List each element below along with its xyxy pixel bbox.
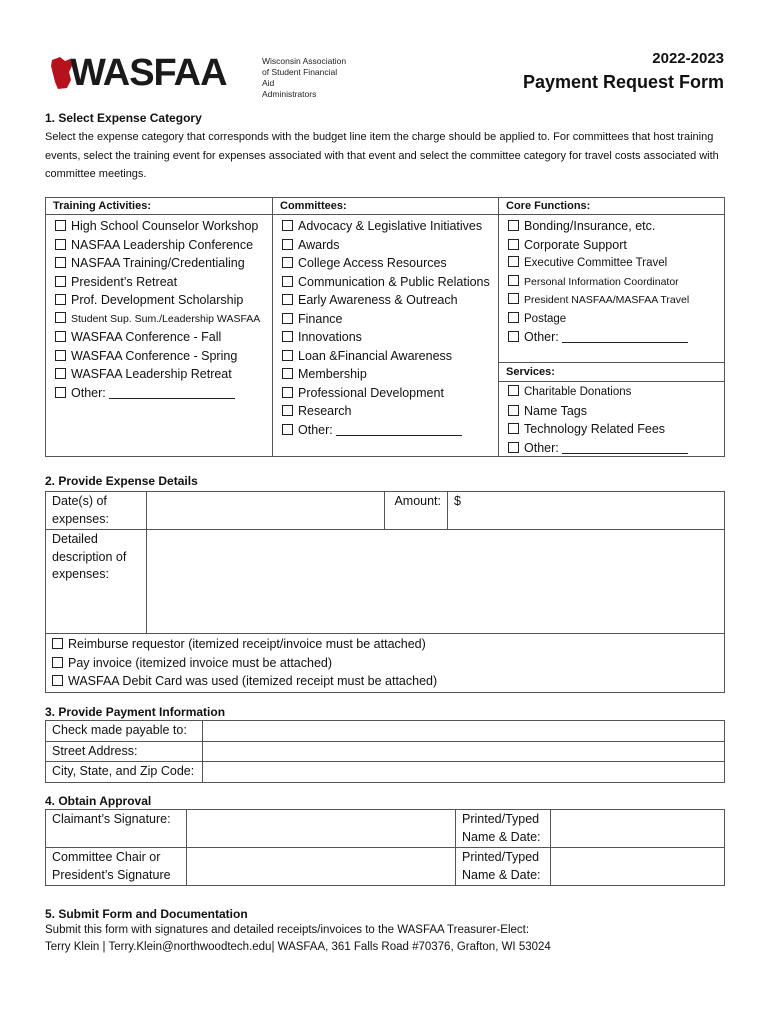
checkbox-item[interactable]: Student Sup. Sum./Leadership WASFAA	[55, 310, 272, 329]
services-header: Services:	[499, 362, 724, 382]
form-title: Payment Request Form	[522, 72, 724, 92]
amount-label: Amount:	[385, 492, 448, 530]
claimant-signature-input[interactable]	[187, 810, 456, 848]
checkbox-item[interactable]: College Access Resources	[282, 254, 498, 273]
checkbox-other[interactable]: Other:	[508, 439, 688, 458]
committees-column	[273, 198, 499, 456]
checkbox-item[interactable]: Finance	[282, 310, 498, 329]
checkbox-item[interactable]: WASFAA Conference - Spring	[55, 347, 272, 366]
checkbox-item[interactable]: Bonding/Insurance, etc.	[508, 217, 724, 236]
checkbox-item[interactable]: Membership	[282, 365, 498, 384]
checkbox-item[interactable]: Technology Related Fees	[508, 420, 688, 439]
checkbox-item[interactable]: Pay invoice (itemized invoice must be attached)	[52, 654, 718, 673]
section3-heading: 3. Provide Payment Information	[45, 705, 226, 719]
expense-details-table	[45, 491, 725, 693]
dates-label: Date(s) of expenses:	[46, 492, 147, 530]
claimant-printed-label: Printed/Typed Name & Date:	[456, 810, 551, 848]
section1-heading: 1. Select Expense Category	[45, 111, 202, 125]
payment-info-table	[45, 720, 725, 783]
section5-heading: 5. Submit Form and Documentation	[45, 907, 248, 921]
checkbox-item[interactable]: NASFAA Leadership Conference	[55, 236, 272, 255]
city-state-zip-input[interactable]	[203, 762, 725, 783]
section2-heading: 2. Provide Expense Details	[45, 474, 198, 488]
checkbox-item[interactable]: Prof. Development Scholarship	[55, 291, 272, 310]
claimant-signature-label: Claimant’s Signature:	[46, 810, 187, 848]
checkbox-item[interactable]: High School Counselor Workshop	[55, 217, 272, 236]
core-functions-header: Core Functions:	[499, 198, 724, 215]
checkbox-item[interactable]: Awards	[282, 236, 498, 255]
section4-heading: 4. Obtain Approval	[45, 794, 152, 808]
checkbox-item[interactable]: Personal Information Coordinator	[508, 273, 724, 292]
checkbox-item[interactable]: Charitable Donations	[508, 383, 688, 402]
checkbox-other[interactable]: Other:	[282, 421, 498, 440]
checkbox-item[interactable]: Research	[282, 402, 498, 421]
checkbox-item[interactable]: President’s Retreat	[55, 273, 272, 292]
expense-category-table	[45, 197, 725, 457]
checkbox-item[interactable]: Advocacy & Legislative Initiatives	[282, 217, 498, 236]
checkbox-item[interactable]: President NASFAA/MASFAA Travel	[508, 291, 724, 310]
checkbox-item[interactable]: Corporate Support	[508, 236, 724, 255]
checkbox-item[interactable]: Professional Development	[282, 384, 498, 403]
checkbox-item[interactable]: WASFAA Leadership Retreat	[55, 365, 272, 384]
amount-input[interactable]: $	[448, 492, 725, 530]
submit-instructions: Submit this form with signatures and detailed receipts/invoices to the WASFAA Treasurer-Elect:	[45, 924, 530, 936]
checkbox-other[interactable]: Other:	[55, 384, 272, 403]
checkbox-item[interactable]: Communication & Public Relations	[282, 273, 498, 292]
chair-printed-input[interactable]	[551, 848, 725, 886]
claimant-printed-input[interactable]	[551, 810, 725, 848]
street-address-label: Street Address:	[46, 741, 203, 762]
training-header: Training Activities:	[46, 198, 272, 215]
payment-options	[46, 634, 725, 693]
payable-to-input[interactable]	[203, 721, 725, 742]
training-activities-column	[46, 198, 273, 456]
checkbox-item[interactable]: Loan &Financial Awareness	[282, 347, 498, 366]
checkbox-item[interactable]: Reimburse requestor (itemized receipt/invoice must be attached)	[52, 635, 718, 654]
form-year: 2022-2023	[652, 50, 724, 67]
chair-signature-input[interactable]	[187, 848, 456, 886]
dates-input[interactable]	[147, 492, 385, 530]
wasfaa-logo	[50, 52, 350, 99]
committees-header: Committees:	[273, 198, 498, 215]
checkbox-item[interactable]: WASFAA Debit Card was used (itemized receipt must be attached)	[52, 672, 718, 691]
checkbox-item[interactable]: Executive Committee Travel	[508, 254, 724, 273]
section1-instructions: Select the expense category that corresponds with the budget line item the charge should be applied to. For committees that host training events, select the training event for expenses associated with that event and select the committee category for travel costs associated with committee meetings.	[45, 131, 719, 180]
checkbox-item[interactable]: Early Awareness & Outreach	[282, 291, 498, 310]
checkbox-item[interactable]: Name Tags	[508, 402, 688, 421]
street-address-input[interactable]	[203, 741, 725, 762]
checkbox-item[interactable]: WASFAA Conference - Fall	[55, 328, 272, 347]
logo-text: WASFAA	[70, 52, 227, 94]
approval-table	[45, 809, 725, 886]
core-functions-column	[499, 198, 724, 456]
description-input[interactable]	[147, 530, 725, 634]
checkbox-other[interactable]: Other:	[508, 328, 724, 347]
logo-subtitle: Wisconsin Association of Student Financial Aid Administrators	[262, 56, 347, 99]
description-label: Detailed description of expenses:	[46, 530, 147, 634]
payable-to-label: Check made payable to:	[46, 721, 203, 742]
chair-signature-label: Committee Chair or President’s Signature	[46, 848, 187, 886]
city-state-zip-label: City, State, and Zip Code:	[46, 762, 203, 783]
treasurer-contact: Terry Klein | Terry.Klein@northwoodtech.edu| WASFAA, 361 Falls Road #70376, Grafton, WI 53024	[45, 941, 551, 953]
checkbox-item[interactable]: Postage	[508, 310, 724, 329]
checkbox-item[interactable]: Innovations	[282, 328, 498, 347]
chair-printed-label: Printed/Typed Name & Date:	[456, 848, 551, 886]
checkbox-item[interactable]: NASFAA Training/Credentialing	[55, 254, 272, 273]
